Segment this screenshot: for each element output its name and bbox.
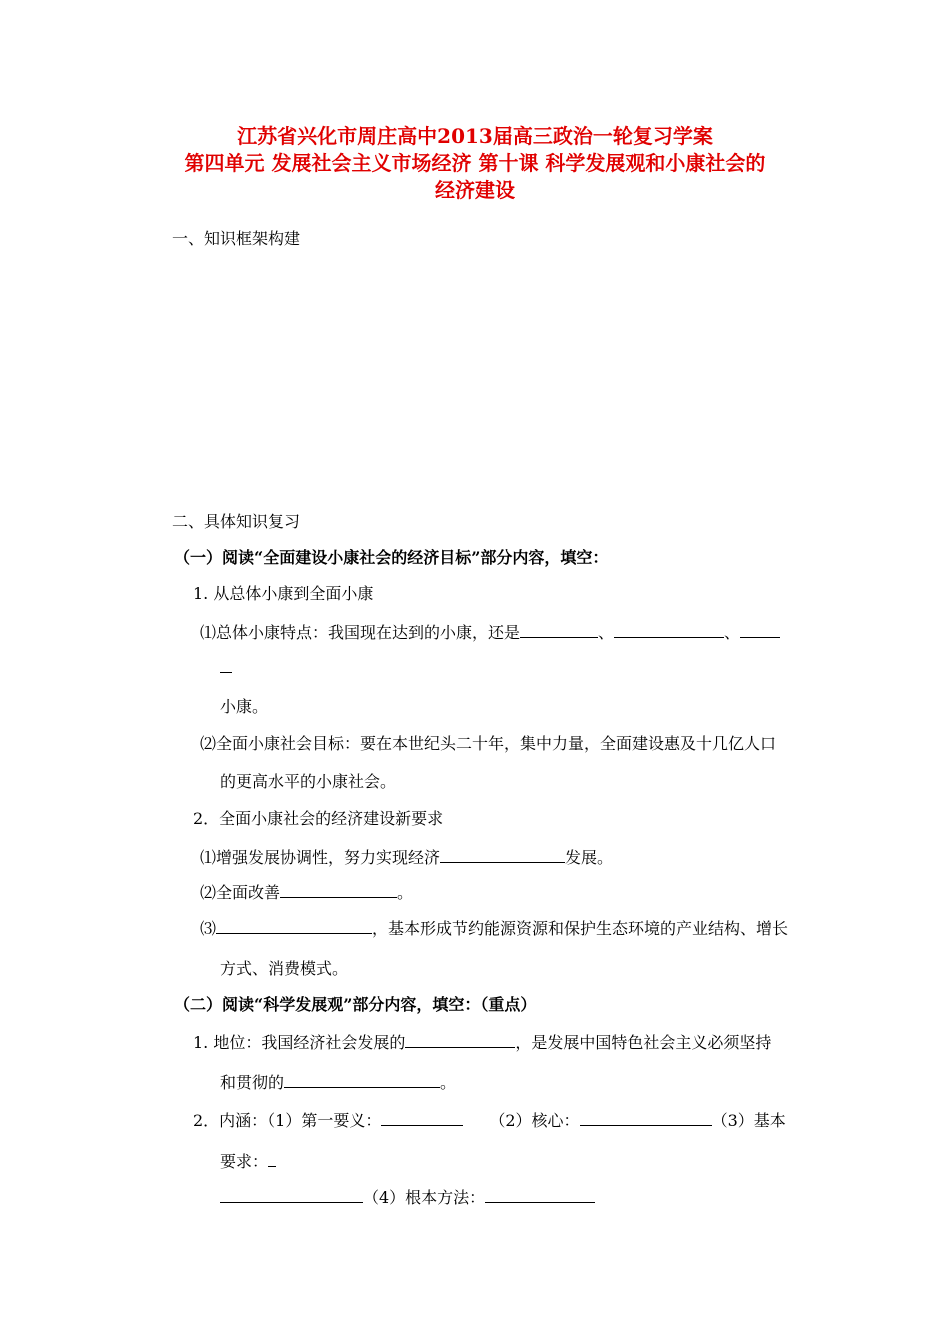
doc-title-line1: 江苏省兴化市周庄高中2013届高三政治一轮复习学案 — [237, 124, 713, 148]
sub3-post: ，基本形成节约能源资源和保护生态环境的产业结构、增长 — [372, 919, 789, 938]
part2-item1-line1 — [193, 1030, 771, 1054]
part1-item1-sub2-line2: 的更高水平的小康社会。 — [220, 772, 397, 791]
fill-blank[interactable] — [280, 880, 397, 898]
fill-blank[interactable] — [216, 916, 372, 934]
sub3-pre: ⑶ — [200, 919, 217, 938]
part1-item2-sub1 — [200, 845, 613, 869]
part1-item1-label: 1. 从总体小康到全面小康 — [193, 584, 374, 603]
sub1-pre: ⑴增强发展协调性，努力实现经济 — [200, 848, 441, 867]
separator: 、 — [598, 623, 615, 642]
section2-heading: 二、具体知识复习 — [172, 512, 301, 531]
item2-basic: （3）基本 — [711, 1111, 786, 1130]
item2-method: （4）根本方法： — [363, 1188, 486, 1207]
fill-blank[interactable] — [520, 620, 598, 638]
item1-line2-post: 。 — [440, 1073, 457, 1092]
item1-pre: 1. 地位：我国经济社会发展的 — [193, 1033, 406, 1052]
fill-blank[interactable] — [485, 1185, 595, 1203]
fill-blank[interactable] — [405, 1030, 515, 1048]
part1-item1-sub2-line1: ⑵全面小康社会目标：要在本世纪头二十年，集中力量，全面建设惠及十几亿人口 — [200, 734, 777, 753]
part2-item1-line2 — [220, 1070, 456, 1094]
fill-blank[interactable] — [381, 1108, 463, 1126]
fill-blank[interactable] — [440, 845, 565, 863]
sub2-post: 。 — [397, 883, 414, 902]
item2-pre: 2．内涵：（1）第一要义： — [193, 1111, 382, 1130]
part2-item2-line1 — [193, 1108, 786, 1132]
part1-item2-sub3 — [200, 916, 788, 940]
item1-line2-pre: 和贯彻的 — [220, 1073, 285, 1092]
sub2-pre: ⑵全面改善 — [200, 883, 281, 902]
section1-heading: 一、知识框架构建 — [172, 229, 301, 248]
fill-blank[interactable] — [220, 1185, 363, 1203]
part1-item1-sub1-tail: 小康。 — [220, 697, 269, 716]
part2-item2-line3 — [220, 1185, 595, 1209]
item2-core: （2）核心： — [489, 1111, 580, 1130]
doc-title-line2: 第四单元 发展社会主义市场经济 第十课 科学发展观和小康社会的 — [184, 151, 766, 175]
part1-item2-label: 2．全面小康社会的经济建设新要求 — [193, 809, 444, 828]
part2-item2-line2 — [220, 1149, 276, 1173]
fill-blank[interactable] — [740, 620, 780, 638]
fill-blank[interactable] — [580, 1108, 712, 1126]
part1-item2-sub3-line2: 方式、消费模式。 — [220, 959, 349, 978]
part2-heading: （二）阅读“科学发展观”部分内容，填空：（重点） — [174, 995, 537, 1014]
separator: 、 — [724, 623, 741, 642]
part1-item2-sub2 — [200, 880, 413, 904]
item1-post: ，是发展中国特色社会主义必须坚持 — [515, 1033, 772, 1052]
sub1-text: ⑴总体小康特点：我国现在达到的小康，还是 — [200, 623, 521, 642]
fill-blank[interactable] — [284, 1070, 440, 1088]
sub1-post: 发展。 — [565, 848, 614, 867]
part1-heading: （一）阅读“全面建设小康社会的经济目标”部分内容，填空： — [174, 548, 609, 567]
part1-item1-sub1 — [200, 620, 780, 644]
fill-blank[interactable] — [268, 1149, 276, 1167]
fill-blank[interactable] — [614, 620, 724, 638]
fill-blank-continued[interactable] — [220, 655, 232, 679]
doc-title-line3: 经济建设 — [435, 178, 515, 202]
item2-line2: 要求： — [220, 1152, 269, 1171]
